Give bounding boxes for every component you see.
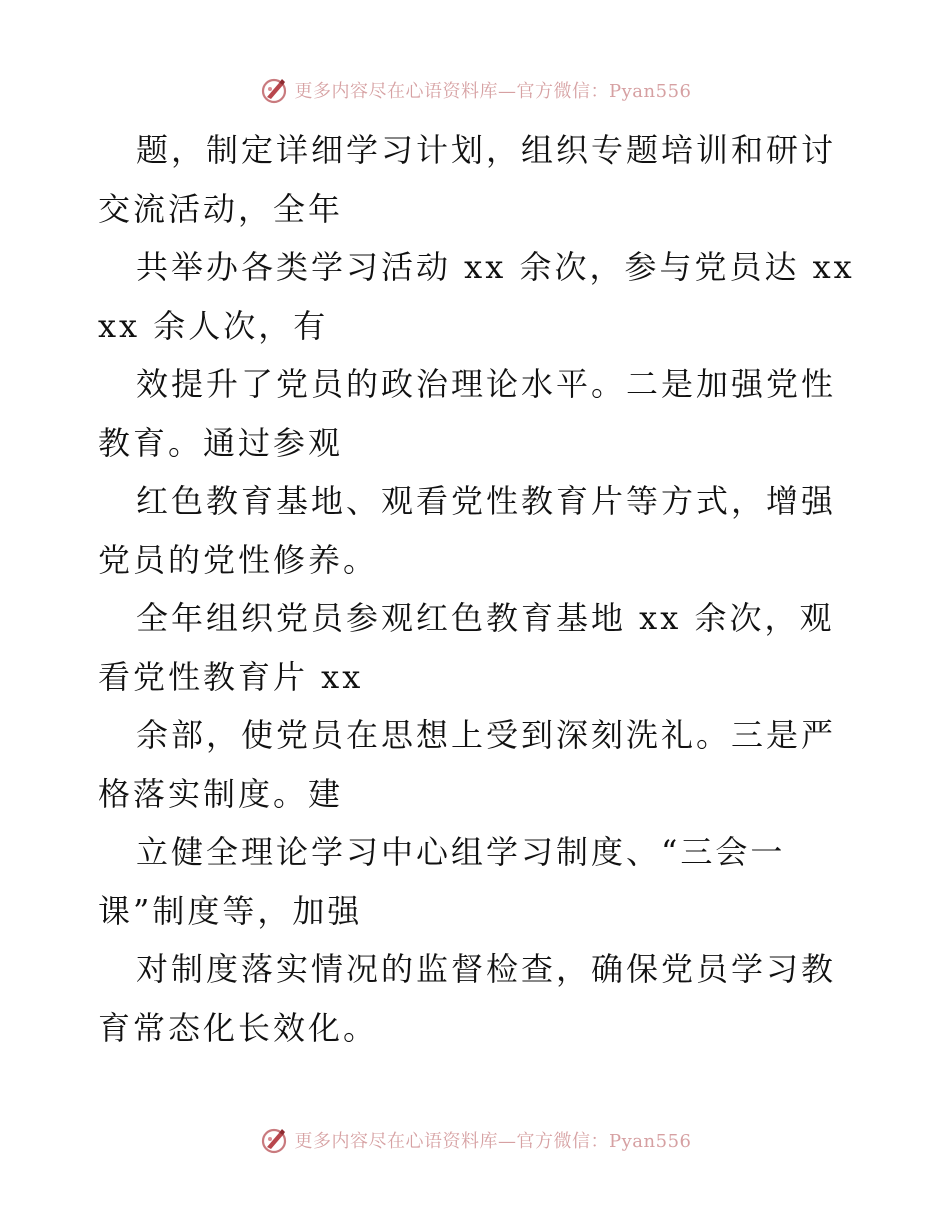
paragraph-4: 红色教育基地、观看党性教育片等方式，增强党员的党性修养。 (98, 482, 837, 579)
logo-icon (259, 75, 289, 105)
paragraph-1: 题，制定详细学习计划，组织专题培训和研讨交流活动，全年 (98, 131, 837, 228)
paragraph-6: 余部，使党员在思想上受到深刻洗礼。三是严格落实制度。建 (98, 716, 837, 813)
paragraph-7: 立健全理论学习中心组学习制度、“三会一课”制度等，加强 (98, 833, 786, 930)
paragraph-5: 全年组织党员参观红色教育基地 xx 余次，观看党性教育片 xx (98, 599, 835, 696)
watermark-text: 更多内容尽在心语资料库—官方微信：Pyan556 (294, 81, 692, 102)
document-body (98, 121, 858, 1057)
paragraph-3: 效提升了党员的政治理论水平。二是加强党性教育。通过参观 (98, 365, 837, 462)
paragraph-8: 对制度落实情况的监督检查，确保党员学习教育常态化长效化。 (98, 950, 837, 1047)
paragraph-2: 共举办各类学习活动 xx 余次，参与党员达 xxxx 余人次，有 (98, 248, 855, 345)
watermark-text: 更多内容尽在心语资料库—官方微信：Pyan556 (294, 1131, 692, 1152)
logo-icon (259, 1125, 289, 1155)
footer-watermark (0, 1120, 950, 1160)
header-watermark (0, 70, 950, 110)
